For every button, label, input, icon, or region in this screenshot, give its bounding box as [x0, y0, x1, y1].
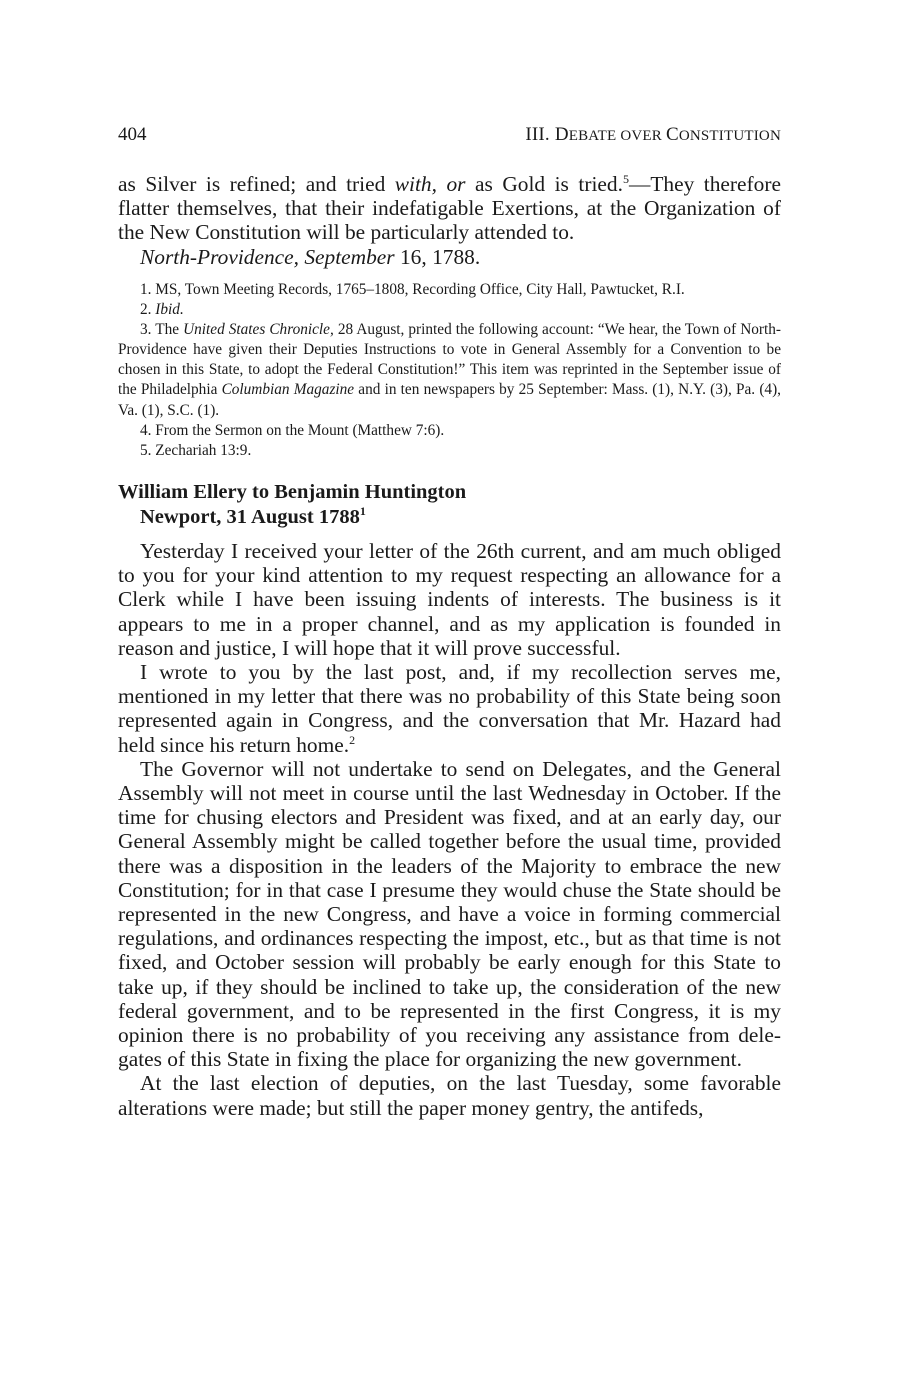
letter-heading	[118, 480, 781, 530]
letter-paragraph-1: Yesterday I received your letter of the 26th current, and am much obliged to you for your kind attention to my request respecting an allowance for a Clerk while I have been issuing indents of interests. The business is it appears to me in a proper channel, and as my application is founded in reason and justice, I will hope that it will prove successful.	[118, 539, 781, 660]
page-number: 404	[118, 124, 147, 145]
letter-paragraph-2: I wrote to you by the last post, and, if my recollection serves me, mentioned in my letter that there was no probability of this State being soon represented again in Congress, and the conversation that Mr. Hazard had held since his return home.$^2$	[118, 660, 781, 757]
letter-paragraph-3: The Governor will not undertake to send on Delegates, and the General Assembly will not meet in course until the last Wednesday in October. If the time for chusing electors and President was fixed, and at an early day, our General Assembly might be called together before the usual time, provided there was a disposition in the leaders of the Majority to embrace the new Constitution; for in that case I presume they would chuse the State should be represented in the new Congress, and have a voice in forming commercial regulations, and ordinances respecting the impost, etc., but as that time is not fixed, and October session will probably be early enough for this State to take up, if they should be inclined to take up, the consideration of the new federal government, and to be represented in the first Congress, it is my opinion there is no probability of you receiving any assistance from delegates of this State in fixing the place for organizing the new government.	[118, 756, 781, 1072]
dateline: North-Providence, September 16, 1788.	[140, 244, 481, 269]
footnote-1: 1. MS, Town Meeting Records, 1765–1808, Recording Office, City Hall, Pawtucket, R.I.	[140, 281, 685, 298]
letter-body	[118, 539, 781, 1120]
footnote-4: 4. From the Sermon on the Mount (Matthew 7:6).	[140, 421, 445, 439]
footnotes	[118, 280, 781, 461]
letter-paragraph-4: At the last election of deputies, on the last Tuesday, some favorable alterations were made; but still the paper money gentry, the antifeds,	[118, 1071, 781, 1120]
opening-text	[118, 172, 781, 269]
letter-title: William Ellery to Benjamin Huntington	[118, 481, 467, 503]
footnote-2: 2. Ibid.	[140, 301, 184, 319]
footnote-3: 3. The United States Chronicle, 28 August, printed the following account: “We hear, the Town of North-Providence have given their Deputies Instructions to vote in General Assembly for a Convention to be chosen in this State, to adopt the Federal Constitution!” This item was reprinted in the September issue of the Philadelphia Columbian Magazine and in ten newspapers by 25 September: Mass. (1), N.Y. (3), Pa. (4), Va. (1), S.C. (1).	[118, 321, 781, 419]
letter-place-date: Newport, 31 August 1788$^1$	[140, 504, 366, 528]
section-title: III. DEBATE OVER CONSTITUTION	[525, 124, 781, 145]
footnote-5: 5. Zechariah 13:9.	[140, 441, 252, 459]
opening-paragraph: as Silver is refined; and tried with, or as Gold is tried.$^5$—They therefore flatter themselves, that their indefatigable Exertions, at the Organization of the New Constitution will be particularly attended to.	[118, 172, 781, 245]
